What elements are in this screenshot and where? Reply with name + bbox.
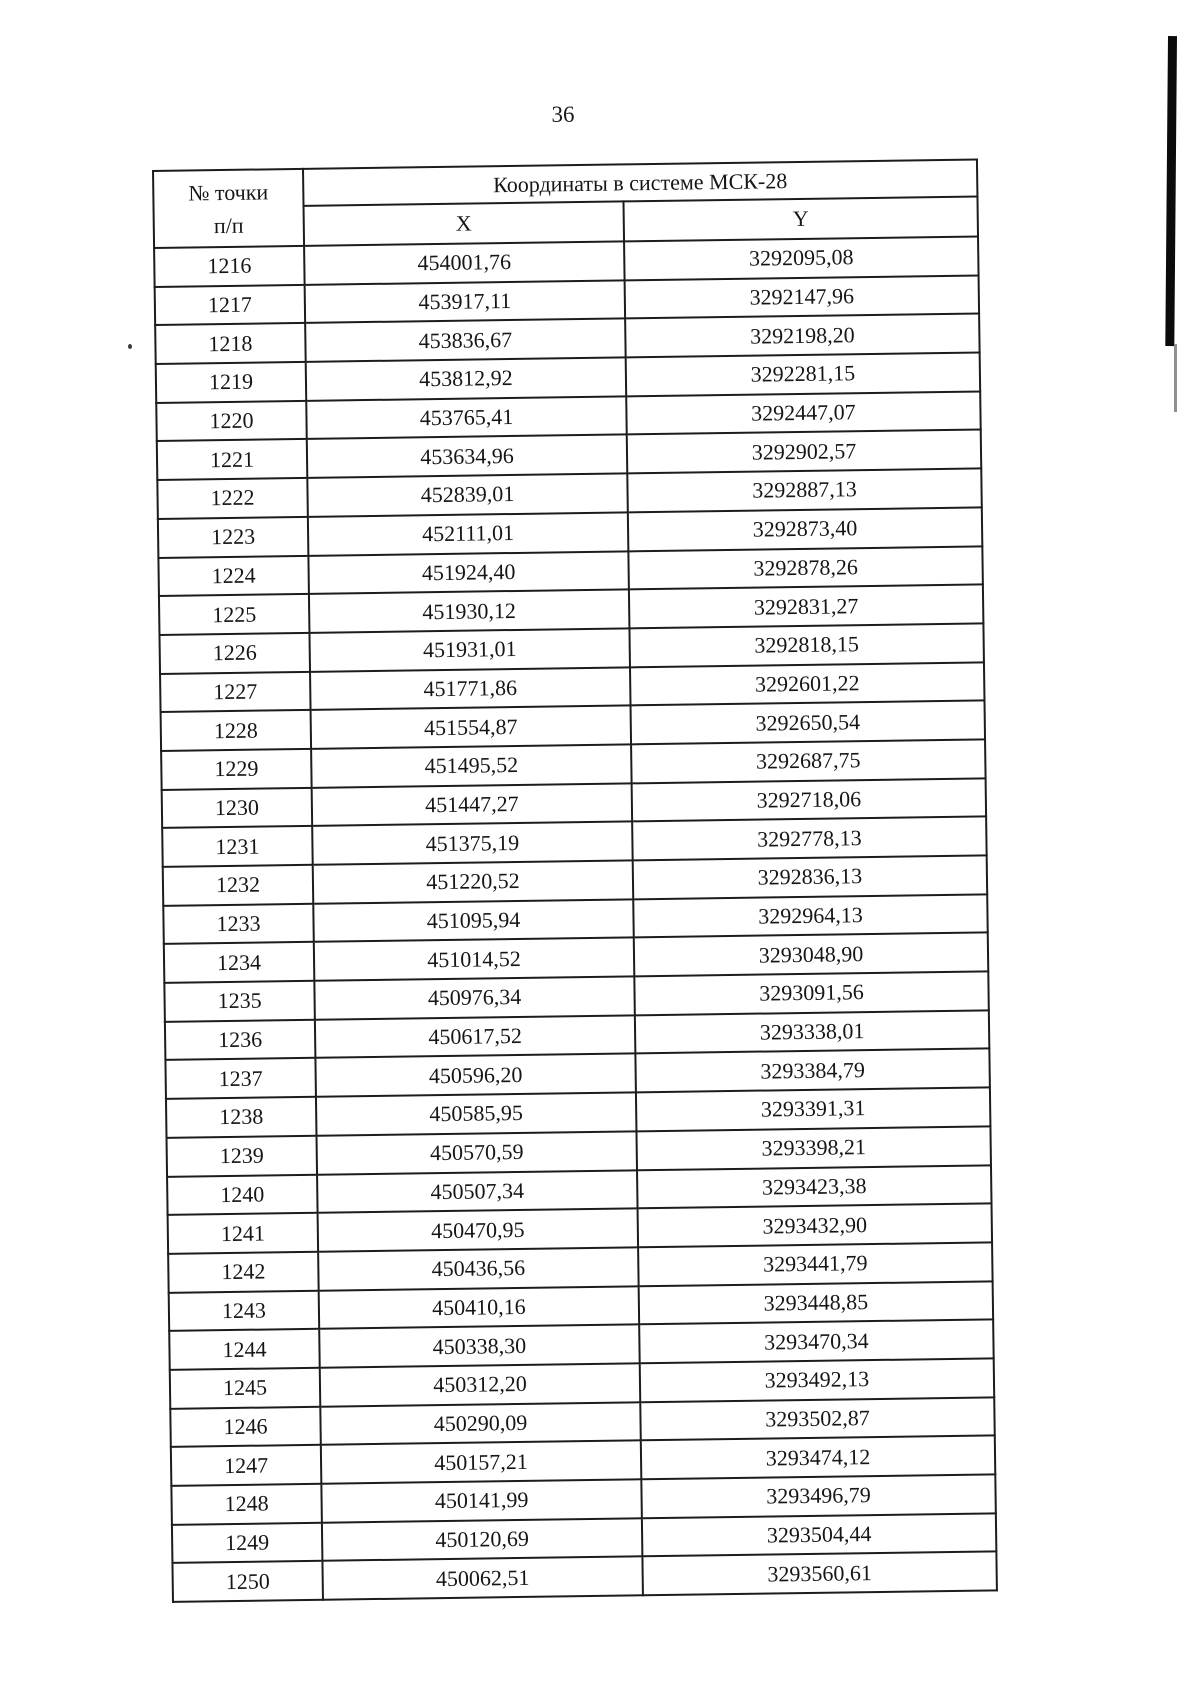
y-coordinate-cell: 3293432,90 — [638, 1204, 993, 1248]
y-coordinate-cell: 3292147,96 — [625, 275, 980, 319]
y-coordinate-cell: 3293474,12 — [641, 1436, 996, 1480]
y-coordinate-cell: 3292650,54 — [631, 701, 986, 745]
y-coordinate-cell: 3292831,27 — [629, 585, 984, 629]
x-coordinate-cell: 450312,20 — [320, 1363, 641, 1406]
y-coordinate-cell: 3293441,79 — [638, 1242, 993, 1286]
x-coordinate-cell: 453836,67 — [305, 319, 626, 362]
x-coordinate-cell: 450596,20 — [315, 1054, 636, 1097]
x-coordinate-cell: 450062,51 — [322, 1557, 643, 1600]
point-number-cell: 1228 — [161, 710, 312, 751]
point-number-cell: 1233 — [163, 904, 314, 945]
x-coordinate-cell: 454001,76 — [304, 241, 625, 284]
point-number-cell: 1226 — [159, 633, 310, 674]
point-number-cell: 1236 — [165, 1020, 316, 1061]
table-body — [154, 236, 997, 1601]
y-coordinate-cell: 3292281,15 — [626, 353, 981, 397]
x-coordinate-cell: 451930,12 — [309, 590, 630, 633]
point-number-cell: 1239 — [167, 1136, 318, 1177]
x-coordinate-cell: 453634,96 — [307, 435, 628, 478]
point-number-cell: 1248 — [171, 1484, 322, 1525]
y-coordinate-cell: 3293398,21 — [636, 1126, 991, 1170]
point-number-cell: 1221 — [157, 439, 308, 480]
x-coordinate-cell: 450507,34 — [317, 1170, 638, 1213]
x-coordinate-cell: 453917,11 — [305, 280, 626, 323]
x-coordinate-cell: 450157,21 — [321, 1441, 642, 1484]
y-coordinate-cell: 3293423,38 — [637, 1165, 992, 1209]
scan-artifact-dot — [128, 344, 132, 349]
y-coordinate-cell: 3292095,08 — [624, 236, 979, 280]
x-coordinate-cell: 451554,87 — [311, 706, 632, 749]
point-number-header — [153, 169, 304, 248]
y-coordinate-cell: 3293502,87 — [640, 1397, 995, 1441]
x-coordinate-cell: 450290,09 — [320, 1402, 641, 1445]
x-coordinate-cell: 451095,94 — [313, 899, 634, 942]
y-coordinate-cell: 3292836,13 — [633, 855, 988, 899]
point-number-cell: 1225 — [159, 594, 310, 635]
point-number-cell: 1245 — [170, 1368, 321, 1409]
x-coordinate-cell: 450585,95 — [316, 1092, 637, 1135]
x-coordinate-cell: 450570,59 — [316, 1131, 637, 1174]
x-coordinate-cell: 451924,40 — [308, 551, 629, 594]
y-coordinate-cell: 3293048,90 — [634, 933, 989, 977]
x-coordinate-cell: 451771,86 — [310, 667, 631, 710]
y-coordinate-cell: 3292818,15 — [629, 623, 984, 667]
x-coordinate-cell: 451014,52 — [314, 938, 635, 981]
x-coordinate-cell: 450436,56 — [318, 1247, 639, 1290]
y-coordinate-cell: 3292687,75 — [631, 739, 986, 783]
point-number-cell: 1232 — [163, 865, 314, 906]
point-number-cell: 1218 — [155, 323, 306, 364]
y-coordinate-cell: 3292778,13 — [632, 817, 987, 861]
point-number-header-line1: № точки — [188, 178, 269, 205]
x-coordinate-cell: 450338,30 — [319, 1325, 640, 1368]
x-coordinate-cell: 450410,16 — [319, 1286, 640, 1329]
y-coordinate-cell: 3293560,61 — [642, 1552, 997, 1596]
x-coordinate-cell: 450617,52 — [315, 1015, 636, 1058]
point-number-cell: 1250 — [172, 1561, 323, 1602]
x-coordinate-cell: 452111,01 — [308, 512, 629, 555]
y-coordinate-cell: 3292198,20 — [625, 314, 980, 358]
scan-artifact-bar — [1165, 36, 1177, 346]
y-coordinate-cell: 3293091,56 — [634, 971, 989, 1015]
point-number-cell: 1222 — [157, 478, 308, 519]
point-number-header-line2: п/п — [213, 212, 244, 238]
point-number-cell: 1216 — [154, 246, 305, 287]
x-coordinate-cell: 452839,01 — [307, 474, 628, 517]
point-number-cell: 1220 — [156, 401, 307, 442]
y-coordinate-cell: 3292887,13 — [627, 469, 982, 513]
point-number-cell: 1231 — [162, 826, 313, 867]
point-number-cell: 1246 — [170, 1406, 321, 1447]
point-number-cell: 1229 — [161, 749, 312, 790]
point-number-cell: 1242 — [168, 1252, 319, 1293]
y-coordinate-cell: 3293384,79 — [635, 1049, 990, 1093]
point-number-cell: 1217 — [155, 285, 306, 326]
point-number-cell: 1223 — [158, 517, 309, 558]
point-number-cell: 1235 — [164, 981, 315, 1022]
point-number-cell: 1238 — [166, 1097, 317, 1138]
point-number-cell: 1241 — [168, 1213, 319, 1254]
y-coordinate-cell: 3292601,22 — [630, 662, 985, 706]
y-coordinate-cell: 3292873,40 — [628, 507, 983, 551]
x-coordinate-cell: 451447,27 — [312, 783, 633, 826]
x-coordinate-cell: 453812,92 — [306, 357, 627, 400]
x-coordinate-cell: 453765,41 — [306, 396, 627, 439]
x-coordinate-cell: 451931,01 — [309, 628, 630, 671]
coordinates-table — [152, 158, 998, 1602]
x-column-header: X — [304, 201, 625, 245]
x-coordinate-cell: 450470,95 — [318, 1209, 639, 1252]
point-number-cell: 1227 — [160, 671, 311, 712]
point-number-cell: 1230 — [162, 787, 313, 828]
point-number-cell: 1234 — [164, 942, 315, 983]
x-coordinate-cell: 450976,34 — [314, 976, 635, 1019]
y-column-header: Y — [623, 196, 978, 241]
y-coordinate-cell: 3292718,06 — [632, 778, 987, 822]
point-number-cell: 1237 — [165, 1058, 316, 1099]
point-number-cell: 1249 — [172, 1522, 323, 1563]
y-coordinate-cell: 3292964,13 — [633, 894, 988, 938]
x-coordinate-cell: 451220,52 — [313, 860, 634, 903]
x-coordinate-cell: 451495,52 — [311, 744, 632, 787]
y-coordinate-cell: 3292902,57 — [627, 430, 982, 474]
point-number-cell: 1224 — [158, 555, 309, 596]
point-number-cell: 1240 — [167, 1174, 318, 1215]
x-coordinate-cell: 451375,19 — [312, 822, 633, 865]
scan-artifact-bar-tail — [1174, 344, 1177, 412]
coordinate-system-header: Координаты в системе МСК-28 — [303, 159, 977, 205]
point-number-cell: 1244 — [169, 1329, 320, 1370]
y-coordinate-cell: 3292447,07 — [626, 391, 981, 435]
point-number-cell: 1243 — [169, 1290, 320, 1331]
y-coordinate-cell: 3293448,85 — [639, 1281, 994, 1325]
x-coordinate-cell: 450120,69 — [322, 1518, 643, 1561]
y-coordinate-cell: 3292878,26 — [628, 546, 983, 590]
y-coordinate-cell: 3293338,01 — [635, 1010, 990, 1054]
y-coordinate-cell: 3293496,79 — [641, 1474, 996, 1518]
y-coordinate-cell: 3293504,44 — [642, 1513, 997, 1557]
point-number-cell: 1247 — [171, 1445, 322, 1486]
page-number: 36 — [551, 102, 575, 127]
table-header — [153, 159, 978, 247]
y-coordinate-cell: 3293492,13 — [640, 1358, 995, 1402]
y-coordinate-cell: 3293391,31 — [636, 1088, 991, 1132]
x-coordinate-cell: 450141,99 — [321, 1479, 642, 1522]
point-number-cell: 1219 — [156, 362, 307, 403]
y-coordinate-cell: 3293470,34 — [639, 1320, 994, 1364]
